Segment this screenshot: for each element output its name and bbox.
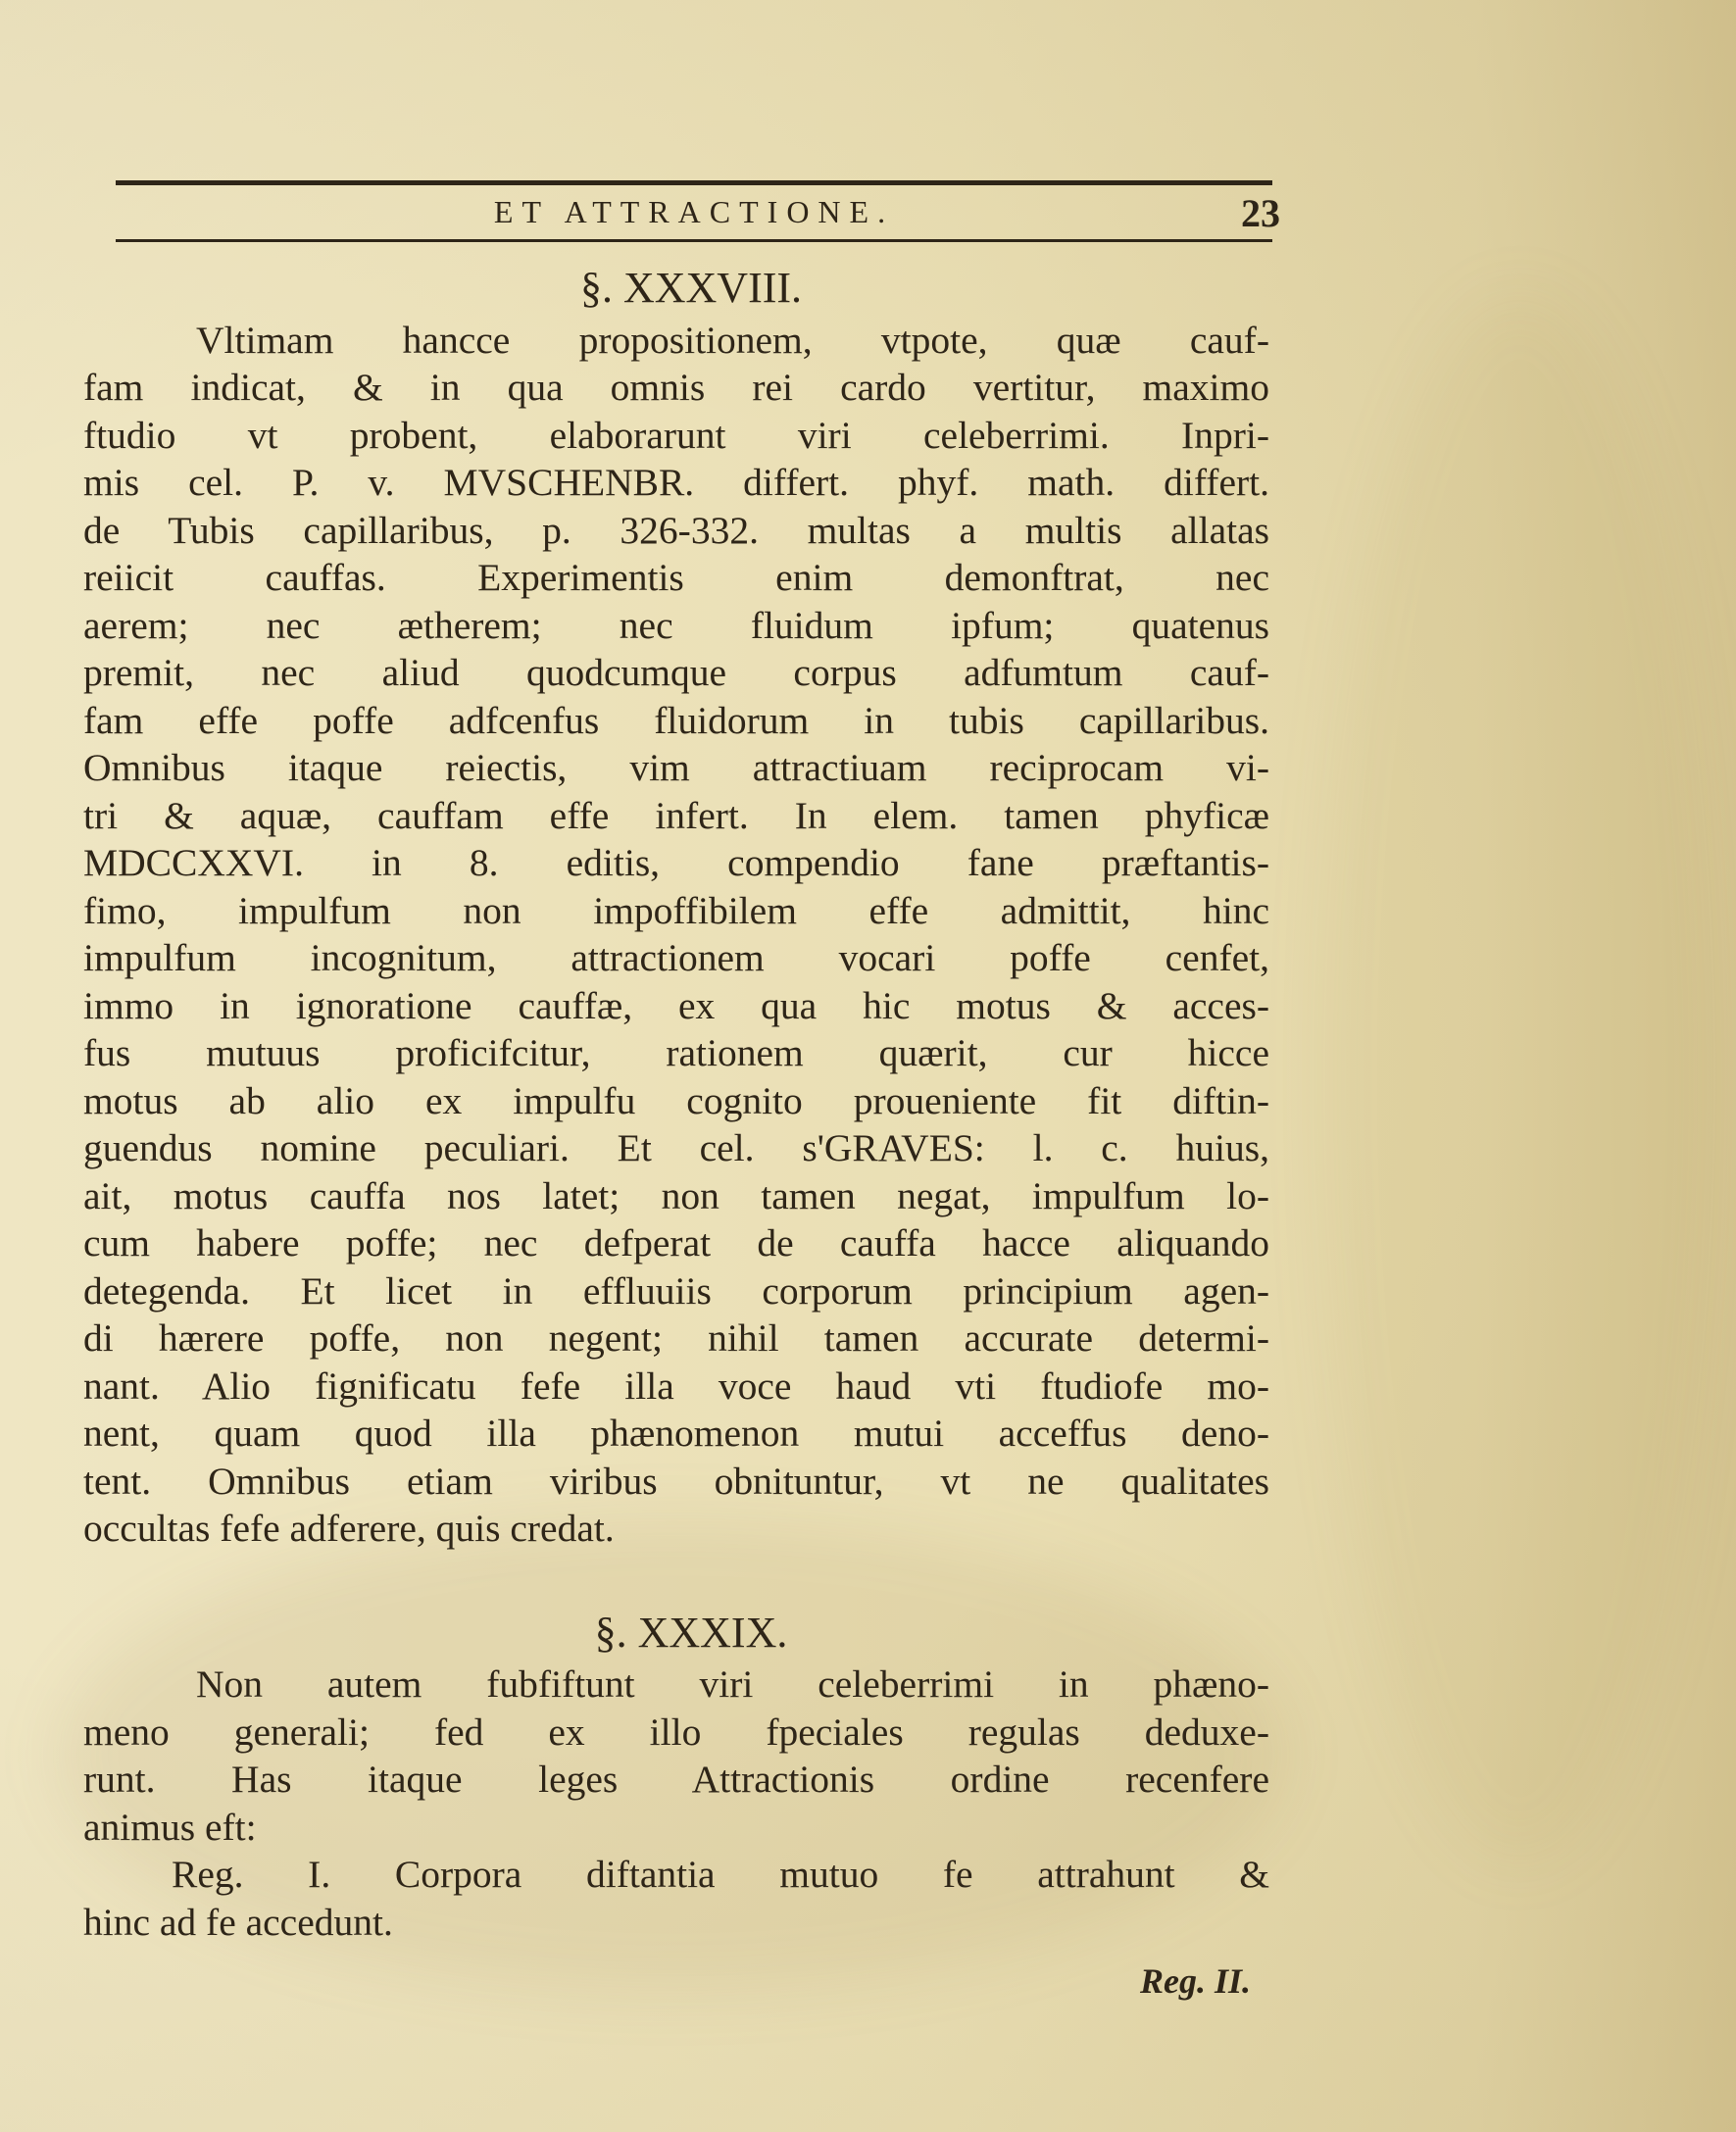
- text-line: nant. Alio fignificatu fefe illa voce haud vti ftudiofe mo-: [83, 1363, 1269, 1408]
- text-line: guendus nomine peculiari. Et cel. s'GRAVES: l. c. huius,: [83, 1126, 1269, 1169]
- text-line: meno generali; fed ex illo fpeciales regulas deduxe-: [83, 1710, 1269, 1754]
- text-line: runt. Has itaque leges Attractionis ordine recenfere: [83, 1758, 1269, 1801]
- paper-stain: [1323, 294, 1715, 1862]
- text-line: ftudio vt probent, elaborarunt viri celeberrimi. Inpri-: [83, 413, 1269, 457]
- paragraph: [83, 1661, 1269, 1851]
- text-line: di hærere poffe, non negent; nihil tamen accurate determi-: [83, 1316, 1269, 1360]
- header-rule-top: [116, 180, 1272, 185]
- text-line: de Tubis capillaribus, p. 326-332. multas a multis allatas: [83, 508, 1269, 552]
- text-line: cum habere poffe; nec defperat de cauffa hacce aliquando: [83, 1221, 1269, 1264]
- text-line: nent, quam quod illa phænomenon mutui acceffus deno-: [83, 1412, 1269, 1455]
- catchword: Reg. II.: [1139, 1961, 1251, 2001]
- running-title: ET ATTRACTIONE.: [493, 194, 895, 229]
- text-line: detegenda. Et licet in effluuiis corporum principium agen-: [83, 1268, 1269, 1313]
- text-line: Reg. I. Corpora diftantia mutuo fe attrahunt &: [172, 1853, 1269, 1896]
- text-line: fimo, impulfum non impoffibilem effe admittit, hinc: [83, 888, 1269, 932]
- section-xxxix: [83, 1610, 1269, 1947]
- text-line: animus eft:: [83, 1805, 257, 1849]
- text-line: tent. Omnibus etiam viribus obnituntur, vt ne qualitates: [83, 1459, 1269, 1503]
- text-block: [83, 265, 1269, 1946]
- paragraph: [83, 317, 1269, 1553]
- text-line: fam effe poffe adfcenfus fluidorum in tubis capillaribus.: [83, 698, 1269, 742]
- text-line: fus mutuus proficifcitur, rationem quærit, cur hicce: [83, 1031, 1269, 1074]
- text-line: aerem; nec ætherem; nec fluidum ipfum; quatenus: [83, 603, 1269, 647]
- text-line: tri & aquæ, cauffam effe infert. In elem. tamen phyficæ: [83, 793, 1269, 837]
- text-line: immo in ignoratione cauffæ, ex qua hic motus & acces-: [83, 983, 1269, 1027]
- text-line: premit, nec aliud quodcumque corpus adfumtum cauf-: [83, 651, 1269, 694]
- text-line: hinc ad fe accedunt.: [83, 1900, 393, 1944]
- page-number: 23: [1241, 191, 1280, 235]
- text-line: Non autem fubfiftunt viri celeberrimi in phæno-: [196, 1662, 1269, 1706]
- text-line: impulfum incognitum, attractionem vocari poffe cenfet,: [83, 936, 1269, 979]
- header-rule-bottom: [116, 239, 1272, 242]
- text-line: occultas fefe adferere, quis credat.: [83, 1507, 615, 1550]
- rule-paragraph: [83, 1851, 1269, 1946]
- text-line: MDCCXXVI. in 8. editis, compendio fane præftantis-: [83, 841, 1269, 884]
- text-line: fam indicat, & in qua omnis rei cardo vertitur, maximo: [83, 366, 1269, 409]
- text-line: ait, motus cauffa nos latet; non tamen negat, impulfum lo-: [83, 1173, 1269, 1217]
- text-line: reiicit cauffas. Experimentis enim demonftrat, nec: [83, 556, 1269, 599]
- section-heading: §. XXXIX.: [594, 1608, 788, 1657]
- running-head: [116, 191, 1280, 237]
- section-heading: §. XXXVIII.: [579, 264, 803, 312]
- section-xxxviii: [83, 265, 1269, 1553]
- text-line: Omnibus itaque reiectis, vim attractiuam reciprocam vi-: [83, 746, 1269, 789]
- text-line: Vltimam hancce propositionem, vtpote, quæ cauf-: [196, 318, 1269, 362]
- text-line: motus ab alio ex impulfu cognito proueniente fit diftin-: [83, 1078, 1269, 1122]
- text-line: mis cel. P. v. MVSCHENBR. differt. phyf. math. differt.: [83, 461, 1269, 504]
